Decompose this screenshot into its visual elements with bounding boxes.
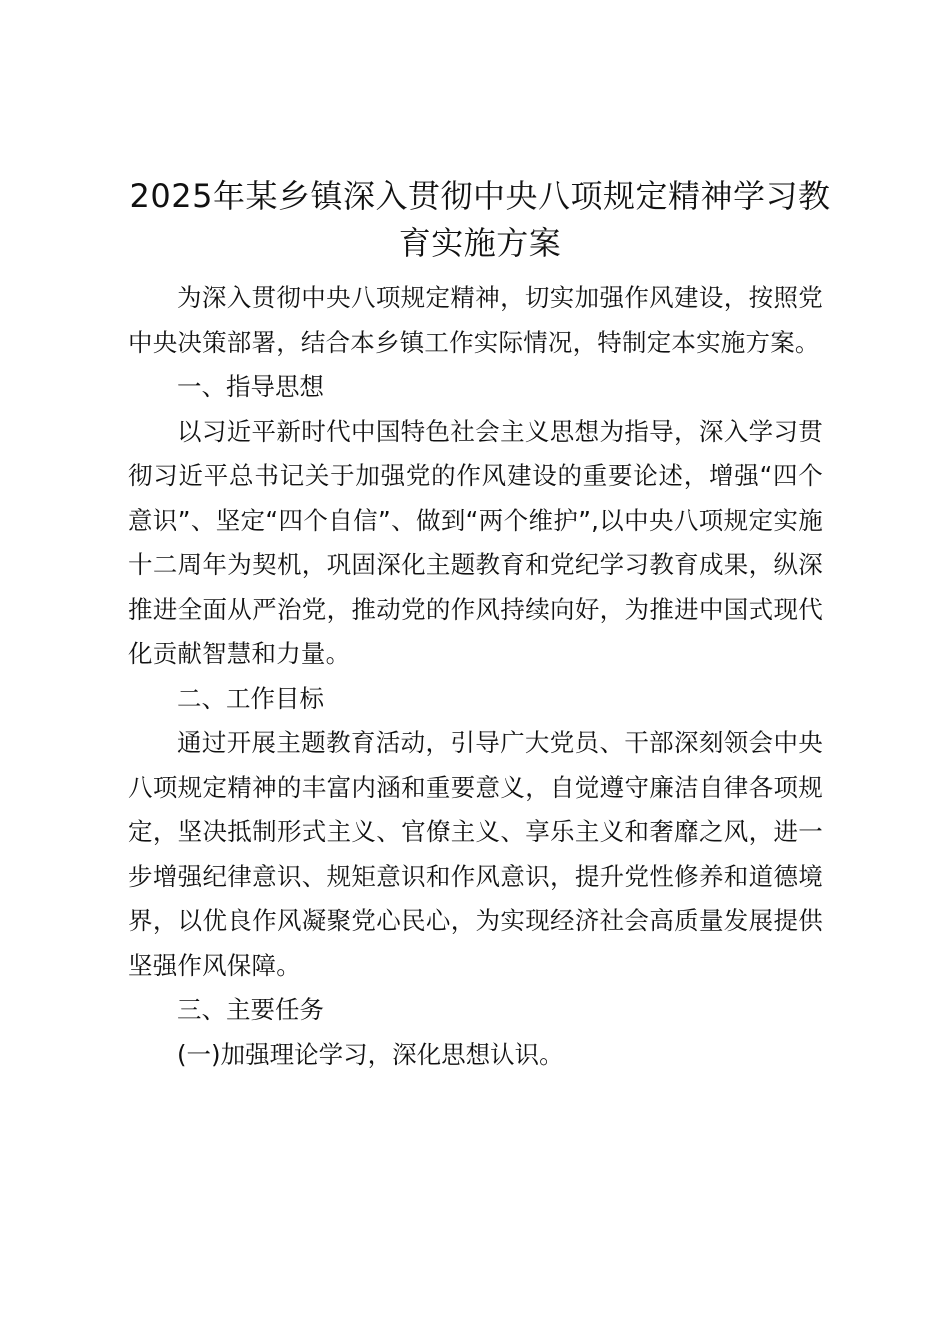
- section-heading-main-tasks: 三、主要任务: [177, 995, 324, 1024]
- section-body-work-goals: 通过开展主题教育活动，引导广大党员、干部深刻领会中央八项规定精神的丰富内涵和重要意义，自觉遵守廉洁自律各项规定，坚决抵制形式主义、官僚主义、享乐主义和奢靡之风，进一步增强纪律意识、规矩意识和作风意识，提升党性修养和道德境界，以优良作风凝聚党心民心，为实现经济社会高质量发展提供坚强作风保障。: [128, 728, 823, 980]
- document-title: 2025年某乡镇深入贯彻中央八项规定精神学习教育实施方案: [129, 177, 831, 262]
- document-body: [128, 276, 823, 1077]
- section-heading-guiding-ideology: 一、指导思想: [177, 372, 324, 401]
- intro-paragraph: 为深入贯彻中央八项规定精神，切实加强作风建设，按照党中央决策部署，结合本乡镇工作实际情况，特制定本实施方案。: [128, 283, 823, 357]
- section-body-guiding-ideology: 以习近平新时代中国特色社会主义思想为指导，深入学习贯彻习近平总书记关于加强党的作风建设的重要论述，增强“四个意识”、坚定“四个自信”、做到“两个维护”,以中央八项规定实施十二周年为契机，巩固深化主题教育和党纪学习教育成果，纵深推进全面从严治党，推动党的作风持续向好，为推进中国式现代化贡献智慧和力量。: [128, 416, 823, 668]
- section-heading-work-goals: 二、工作目标: [177, 683, 324, 713]
- subsection-heading-theory-study: (一)加强理论学习，深化思想认识。: [177, 1039, 564, 1069]
